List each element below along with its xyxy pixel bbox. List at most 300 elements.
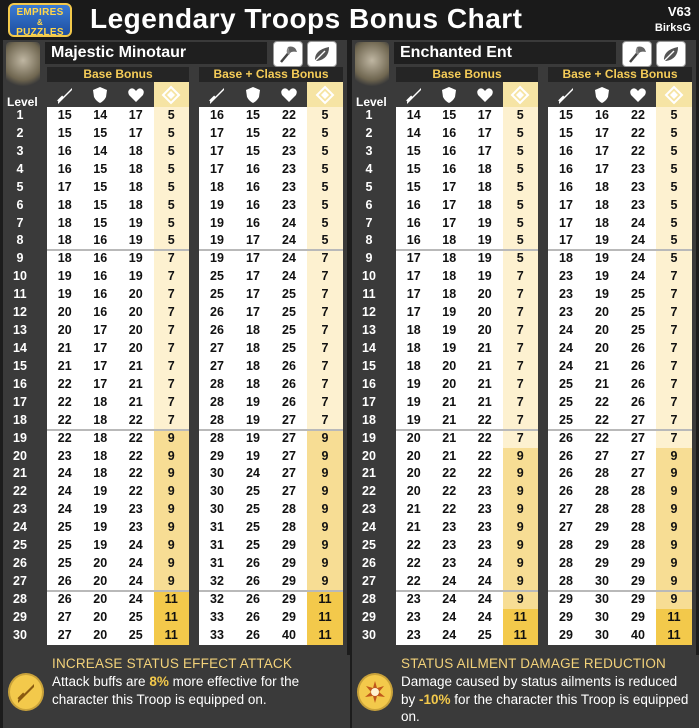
stat-cell: 27 [282,484,296,499]
stat-cell: 24 [559,323,573,338]
mana-cell: 5 [154,197,190,215]
mana-cell: 5 [503,215,539,233]
table-row [199,555,343,573]
table-row [199,627,343,645]
stat-cell: 18 [93,466,108,481]
stat-cell: 16 [406,215,421,230]
stat-cell: 17 [406,305,421,320]
stat-cell: 24 [128,591,143,606]
stat-cell: 23 [477,520,492,535]
level-number: 20 [13,448,27,463]
stat-cell: 25 [57,520,72,535]
stat-cell: 17 [246,287,260,302]
stat-cell: 22 [477,430,492,445]
table-row [47,465,189,483]
troop-name: Majestic Minotaur [45,42,267,64]
table-row [396,143,538,161]
mana-cell: 7 [656,304,692,322]
stat-cell: 22 [477,466,492,481]
stat-cell: 17 [595,161,609,176]
stat-cell: 29 [282,538,296,553]
level-number: 21 [13,466,27,481]
stat-cell: 19 [406,412,421,427]
stat-cell: 24 [442,591,457,606]
mana-cell: 9 [503,501,539,519]
level-number: 16 [362,376,376,391]
bonus-highlight: -10% [419,691,451,707]
mana-cell: 7 [154,358,190,376]
stat-cell: 26 [210,323,224,338]
level-number: 4 [16,161,24,176]
stat-cell: 17 [93,323,108,338]
mana-cell: 9 [154,448,190,466]
stat-cell: 23 [442,538,457,553]
mana-cell: 9 [154,430,190,448]
stat-cell: 25 [631,305,645,320]
stat-cell: 26 [57,573,72,588]
stat-cell: 22 [57,376,72,391]
level-number: 28 [13,591,27,606]
stat-cell: 24 [631,269,645,284]
table-row [548,483,692,501]
stat-cell: 19 [57,269,72,284]
leaf-icon [307,41,337,67]
stat-cell: 16 [559,161,573,176]
sword-icon [396,82,432,107]
stat-cell: 20 [477,323,492,338]
table-row [396,340,538,358]
stat-cell: 20 [595,323,609,338]
stat-cell: 25 [559,394,573,409]
stat-cell: 19 [595,269,609,284]
stat-cell: 22 [406,573,421,588]
mana-cell: 9 [307,465,343,483]
stat-cell: 23 [631,197,645,212]
stat-cell: 18 [442,251,457,266]
stat-cell: 22 [128,466,143,481]
stat-cell: 24 [282,233,296,248]
stat-cell: 24 [631,251,645,266]
stat-group-base [47,67,189,655]
table-row [548,430,692,448]
stat-cell: 22 [128,412,143,427]
stat-cell: 19 [442,340,457,355]
bonus-text-a: Damage caused by status ailments is reduced by [401,674,678,707]
stat-cell: 27 [282,466,296,481]
sword-icon [47,82,83,107]
table-row [548,376,692,394]
stat-cell: 21 [595,376,609,391]
stat-cell: 28 [595,466,609,481]
stat-cell: 17 [595,125,609,140]
stat-cell: 20 [406,484,421,499]
stat-cell: 25 [631,323,645,338]
stat-cell: 17 [406,269,421,284]
table-row [548,215,692,233]
table-row [396,519,538,537]
mana-cell: 5 [154,107,190,125]
stat-cell: 24 [477,591,492,606]
stat-cell: 18 [595,215,609,230]
level-number: 28 [362,591,376,606]
mana-cell: 7 [503,304,539,322]
stat-cell: 27 [559,502,573,517]
mana-cell: 9 [656,519,692,537]
mana-cell: 7 [656,358,692,376]
stat-cell: 17 [246,269,260,284]
stat-cell: 26 [246,573,260,588]
level-number: 19 [13,430,27,445]
stat-cell: 19 [93,484,108,499]
stat-cell: 26 [631,340,645,355]
level-number: 26 [13,556,27,571]
mana-cell: 5 [307,179,343,197]
mana-cell: 11 [503,627,539,645]
stat-cell: 24 [128,573,143,588]
table-row [548,161,692,179]
table-row [199,322,343,340]
stat-rows [396,107,538,645]
level-number: 26 [362,556,376,571]
level-number: 19 [362,430,376,445]
stat-cell: 29 [595,520,609,535]
mana-cell: 9 [307,448,343,466]
stat-cell: 27 [282,430,296,445]
stat-cell: 20 [406,430,421,445]
table-row [199,537,343,555]
stat-cell: 16 [442,125,457,140]
tier-divider [47,590,189,592]
mana-cell: 7 [154,322,190,340]
table-row [47,340,189,358]
mana-cell: 5 [656,161,692,179]
stat-cell: 26 [559,430,573,445]
mana-cell: 9 [656,448,692,466]
mana-cell: 9 [307,573,343,591]
page-title: Legendary Troops Bonus Chart [90,3,523,34]
stat-cell: 29 [559,609,573,624]
group-header-class: Base + Class Bonus [548,67,692,82]
stat-cell: 15 [57,125,72,140]
stat-cell: 21 [477,358,492,373]
table-row [396,358,538,376]
mana-cell: 9 [154,465,190,483]
stat-cell: 16 [246,161,260,176]
stat-cell: 27 [631,412,645,427]
stat-cell: 14 [93,108,108,122]
stat-cell: 20 [442,376,457,391]
bonus-text-b: for the character this Troop is equipped on. [401,691,689,724]
tier-divider [548,429,692,431]
table-row [396,627,538,645]
mana-cell: 7 [307,250,343,268]
heart-icon [118,82,154,107]
stat-cell: 23 [442,520,457,535]
stat-cell: 20 [595,340,609,355]
mana-cell: 5 [307,215,343,233]
stat-cell: 19 [128,215,143,230]
stat-cell: 19 [128,269,143,284]
table-row [47,197,189,215]
table-row [396,286,538,304]
stat-cell: 18 [128,161,143,176]
stat-cell: 32 [210,591,224,606]
table-row [47,537,189,555]
stat-cell: 25 [282,340,296,355]
stat-cell: 16 [93,305,108,320]
stat-cell: 29 [595,538,609,553]
table-row [47,501,189,519]
stat-cell: 30 [210,484,224,499]
mana-cell: 9 [503,519,539,537]
table-row [199,376,343,394]
table-row [199,304,343,322]
table-row [396,232,538,250]
table-row [396,304,538,322]
stat-cell: 23 [406,627,421,642]
stat-cell: 17 [210,161,224,176]
level-number: 12 [13,305,27,320]
level-number: 18 [362,412,376,427]
stat-cell: 20 [442,358,457,373]
mana-cell: 5 [307,161,343,179]
level-number: 6 [365,197,373,212]
stat-cell: 24 [559,358,573,373]
mana-cell: 9 [307,430,343,448]
table-row [548,609,692,627]
stat-cell: 21 [477,376,492,391]
table-row [199,501,343,519]
shield-icon [432,82,468,107]
stat-cell: 23 [57,448,72,463]
mana-cell: 11 [656,627,692,645]
mana-cell: 7 [503,376,539,394]
table-row [396,609,538,627]
mana-cell: 5 [307,232,343,250]
stat-cell: 29 [282,556,296,571]
table-row [548,197,692,215]
tier-divider [199,590,343,592]
table-row [548,591,692,609]
stat-cell: 25 [246,520,260,535]
mana-cell: 5 [307,197,343,215]
table-row [47,430,189,448]
stat-cell: 23 [282,143,296,158]
mana-cell: 7 [656,268,692,286]
mana-cell: 7 [503,412,539,430]
level-number: 2 [365,125,373,140]
bonus-title: INCREASE STATUS EFFECT ATTACK [52,656,293,671]
table-row [47,358,189,376]
table-row [199,519,343,537]
stat-cell: 18 [93,430,108,445]
level-number: 27 [362,573,376,588]
table-row [396,161,538,179]
stat-cell: 19 [246,412,260,427]
stat-cell: 21 [128,376,143,391]
stat-cell: 30 [595,591,609,606]
stat-cell: 32 [210,573,224,588]
mana-cell: 7 [154,250,190,268]
stat-cell: 29 [631,556,645,571]
stat-cell: 18 [57,215,72,230]
stat-cell: 15 [246,125,260,140]
mana-cell: 11 [503,609,539,627]
mana-cell: 9 [154,483,190,501]
stat-cell: 22 [442,502,457,517]
stat-rows [47,107,189,645]
table-row [47,215,189,233]
stat-cell: 20 [128,323,143,338]
mana-cell: 11 [656,609,692,627]
mana-cell: 5 [154,215,190,233]
table-row [47,483,189,501]
stat-cell: 21 [477,394,492,409]
stat-cell: 22 [57,430,72,445]
author-label: BirksG [654,22,691,34]
mana-cell: 7 [307,340,343,358]
tier-divider [199,249,343,251]
stat-cell: 22 [406,538,421,553]
stat-cell: 22 [631,108,645,122]
stat-cell: 23 [128,520,143,535]
stat-cell: 15 [93,215,108,230]
stat-rows [199,107,343,645]
stat-cell: 21 [128,358,143,373]
mana-cell: 9 [307,519,343,537]
mana-cell: 7 [503,340,539,358]
axe-icon [622,41,652,67]
stat-cell: 17 [246,305,260,320]
stat-cell: 19 [93,520,108,535]
stat-cell: 19 [246,448,260,463]
stat-cell: 17 [93,376,108,391]
tier-divider [396,249,538,251]
stat-cell: 17 [210,125,224,140]
stat-cell: 23 [477,484,492,499]
table-row [548,143,692,161]
mana-cell: 9 [656,465,692,483]
stat-cell: 28 [282,520,296,535]
stat-cell: 22 [57,394,72,409]
level-number: 9 [16,251,24,266]
stat-cell: 20 [406,448,421,463]
mana-cell: 9 [503,448,539,466]
stat-cell: 19 [477,233,492,248]
stat-cell: 22 [128,430,143,445]
mana-cell: 5 [307,125,343,143]
stat-cell: 29 [631,573,645,588]
mana-cell: 7 [154,268,190,286]
stat-cell: 24 [477,556,492,571]
level-number: 29 [362,609,376,624]
stat-cell: 24 [128,556,143,571]
stat-cell: 27 [282,412,296,427]
stat-cell: 19 [595,233,609,248]
sword-icon [548,82,584,107]
level-number: 25 [362,538,376,553]
mana-cell: 7 [307,358,343,376]
stat-cell: 22 [595,412,609,427]
table-row [548,304,692,322]
table-row [396,322,538,340]
stat-cell: 19 [477,251,492,266]
stat-cell: 21 [442,412,457,427]
stat-cell: 21 [406,502,421,517]
table-row [199,125,343,143]
tier-divider [199,429,343,431]
stat-icons-row [396,82,538,107]
stat-cell: 23 [128,502,143,517]
table-row [396,125,538,143]
stat-cell: 25 [559,376,573,391]
mana-cell: 5 [656,197,692,215]
stat-cell: 15 [406,143,421,158]
mana-cell: 5 [656,250,692,268]
mana-cell: 7 [154,376,190,394]
stat-cell: 25 [128,627,143,642]
mana-cell: 7 [656,412,692,430]
stat-cell: 18 [128,197,143,212]
stat-cell: 21 [57,340,72,355]
troop-bonus-footer [352,655,699,728]
stat-cell: 23 [631,161,645,176]
stat-cell: 19 [128,233,143,248]
stat-cell: 19 [406,394,421,409]
stat-cell: 15 [93,179,108,194]
table-row [548,107,692,125]
mana-cell: 7 [154,340,190,358]
mana-cell: 5 [154,143,190,161]
table-row [548,537,692,555]
table-row [548,555,692,573]
level-number: 30 [13,627,27,642]
stat-cell: 18 [477,197,492,212]
level-number: 22 [362,484,376,499]
mana-cell: 9 [307,555,343,573]
bonus-highlight: 8% [149,674,169,689]
mana-cell: 5 [656,179,692,197]
stat-cell: 26 [210,305,224,320]
table-row [199,107,343,125]
stat-cell: 21 [442,448,457,463]
stat-cell: 27 [631,430,645,445]
stat-cell: 16 [246,215,260,230]
table-row [47,591,189,609]
stat-cell: 18 [477,179,492,194]
stat-cell: 18 [57,233,72,248]
stat-cell: 17 [93,358,108,373]
stat-cell: 18 [210,179,224,194]
table-row [47,573,189,591]
table-row [396,179,538,197]
mana-cell: 9 [154,501,190,519]
table-row [199,143,343,161]
mana-cell: 9 [503,483,539,501]
stat-cell: 22 [595,430,609,445]
stat-cell: 16 [595,108,609,122]
tier-divider [396,590,538,592]
stat-cell: 16 [93,287,108,302]
table-row [548,322,692,340]
mana-cell: 7 [503,268,539,286]
mana-cell: 5 [503,250,539,268]
stat-cell: 15 [93,161,108,176]
stat-cell: 18 [442,269,457,284]
stat-cell: 29 [210,448,224,463]
stat-cell: 23 [477,502,492,517]
level-number: 27 [13,573,27,588]
